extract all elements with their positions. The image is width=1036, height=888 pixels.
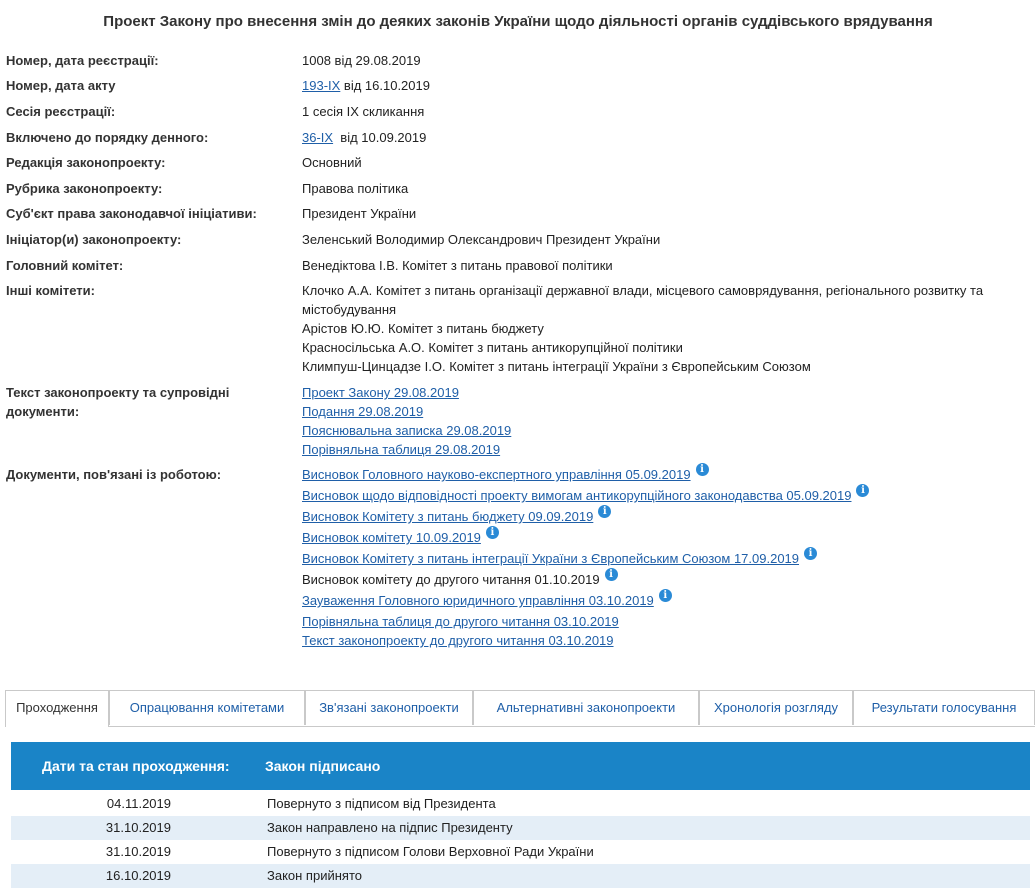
info-icon[interactable]: i <box>598 505 611 518</box>
act-link[interactable]: 193-IX <box>302 78 341 93</box>
passage-header <box>11 742 1030 790</box>
related-doc-link[interactable]: Висновок Комітету з питань інтеграції України з Європейським Союзом 17.09.2019 <box>302 551 800 566</box>
passage-header-label: Дати та стан проходження: <box>42 758 230 774</box>
info-icon[interactable]: i <box>486 526 499 539</box>
tab-committees[interactable]: Опрацювання комітетами <box>109 690 305 725</box>
info-icon[interactable]: i <box>605 568 618 581</box>
act-date: від 16.10.2019 <box>340 78 430 93</box>
field-label: Номер, дата реєстрації: <box>6 53 159 68</box>
field-label: документи: <box>6 404 80 419</box>
related-doc-link[interactable]: Висновок комітету 10.09.2019 <box>302 530 481 545</box>
field-value: 1008 від 29.08.2019 <box>302 53 421 68</box>
tab-passage[interactable]: Проходження <box>5 690 109 727</box>
field-label: Включено до порядку денного: <box>6 130 209 145</box>
page-title: Проект Закону про внесення змін до деяких законів України щодо діяльності органів суддівського врядування <box>103 13 933 30</box>
doc-link[interactable]: Подання 29.08.2019 <box>302 404 424 419</box>
info-icon[interactable]: i <box>856 484 869 497</box>
field-label: Редакція законопроекту: <box>6 155 166 170</box>
doc-link[interactable]: Пояснювальна записка 29.08.2019 <box>302 423 512 438</box>
committee-line: Красносільська А.О. Комітет з питань антикорупційної політики <box>302 340 683 355</box>
committee-line: Клочко А.А. Комітет з питань організації державної влади, місцевого самоврядування, регіонального розвитку та <box>302 283 984 298</box>
field-label: Головний комітет: <box>6 258 124 273</box>
field-label: Текст законопроекту та супровідні <box>6 385 230 400</box>
table-row <box>11 840 1030 864</box>
field-label: Ініціатор(и) законопроекту: <box>6 232 182 247</box>
field-label: Інші комітети: <box>6 283 95 298</box>
row-status: Повернуто з підписом Голови Верховної Ради України <box>267 844 594 859</box>
table-row <box>11 864 1030 888</box>
table-row <box>11 816 1030 840</box>
field-value: 1 сесія IX скликання <box>302 104 425 119</box>
tab-voting-results[interactable]: Результати голосування <box>853 690 1035 725</box>
tab-linked-bills[interactable]: Зв'язані законопроекти <box>305 690 473 725</box>
related-doc-link[interactable]: Порівняльна таблиця до другого читання 03.10.2019 <box>302 614 619 629</box>
related-doc-text: Висновок комітету до другого читання 01.10.2019 <box>302 572 600 587</box>
field-label: Документи, пов'язані із роботою: <box>6 467 222 482</box>
agenda-link[interactable]: 36-IX <box>302 130 334 145</box>
field-value: Зеленський Володимир Олександрович Президент України <box>302 232 661 247</box>
tab-chronology[interactable]: Хронологія розгляду <box>699 690 853 725</box>
info-icon[interactable]: i <box>804 547 817 560</box>
row-date: 31.10.2019 <box>105 844 171 859</box>
info-icon[interactable]: i <box>659 589 672 602</box>
info-icon[interactable]: i <box>696 463 709 476</box>
field-value: Венедіктова І.В. Комітет з питань правової політики <box>302 258 613 273</box>
row-status: Закон прийнято <box>267 868 362 883</box>
row-status: Повернуто з підписом від Президента <box>267 796 496 811</box>
related-doc-link[interactable]: Зауваження Головного юридичного управління 03.10.2019 <box>302 593 654 608</box>
doc-link[interactable]: Проект Закону 29.08.2019 <box>302 385 459 400</box>
field-label: Рубрика законопроекту: <box>6 181 163 196</box>
status-badge: Закон підписано <box>265 758 381 774</box>
doc-link[interactable]: Порівняльна таблиця 29.08.2019 <box>302 442 501 457</box>
related-doc-link[interactable]: Висновок Головного науково-експертного управління 05.09.2019 <box>302 467 691 482</box>
field-label: Суб'єкт права законодавчої ініціативи: <box>6 206 257 221</box>
row-date: 16.10.2019 <box>105 868 171 883</box>
table-row <box>11 792 1030 816</box>
field-label: Сесія реєстрації: <box>6 104 116 119</box>
field-value: Основний <box>302 155 362 170</box>
agenda-date: від 10.09.2019 <box>333 130 427 145</box>
row-date: 31.10.2019 <box>105 820 171 835</box>
field-label: Номер, дата акту <box>6 78 116 93</box>
related-doc-link[interactable]: Висновок щодо відповідності проекту вимогам антикорупційного законодавства 05.09.2019 <box>302 488 852 503</box>
committee-line: Арістов Ю.Ю. Комітет з питань бюджету <box>302 321 544 336</box>
row-date: 04.11.2019 <box>106 796 171 811</box>
row-status: Закон направлено на підпис Президенту <box>267 820 513 835</box>
related-doc-link[interactable]: Текст законопроекту до другого читання 03.10.2019 <box>302 633 614 648</box>
tab-alternative-bills[interactable]: Альтернативні законопроекти <box>473 690 699 725</box>
field-value: Президент України <box>302 206 417 221</box>
committee-line: Климпуш-Цинцадзе І.О. Комітет з питань інтеграції України з Європейським Союзом <box>302 359 811 374</box>
tab-bar <box>5 690 1035 727</box>
related-doc-link[interactable]: Висновок Комітету з питань бюджету 09.09.2019 <box>302 509 594 524</box>
committee-line: містобудування <box>302 302 397 317</box>
field-value: Правова політика <box>302 181 409 196</box>
